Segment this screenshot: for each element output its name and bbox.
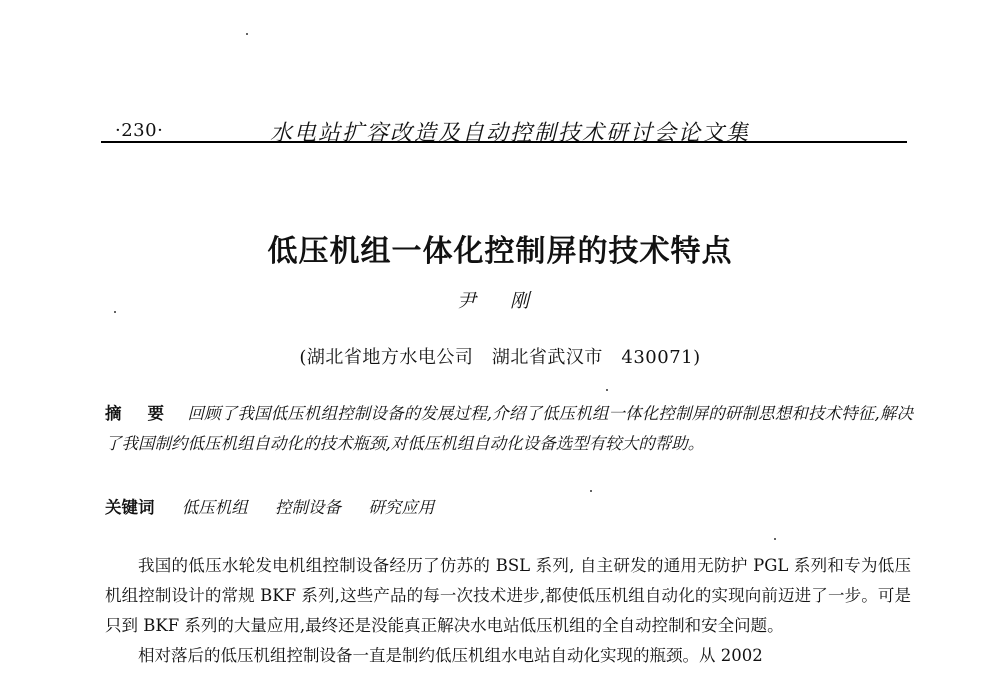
abstract	[105, 399, 913, 459]
abstract-text: 回顾了我国低压机组控制设备的发展过程,介绍了低压机组一体化控制屏的研制思想和技术特征,解决了我国制约低压机组自动化的技术瓶颈,对低压机组自动化设备选型有较大的帮助。	[105, 404, 913, 453]
author: 尹 刚	[456, 290, 544, 312]
body-text	[105, 551, 911, 671]
scan-speck	[774, 538, 776, 540]
body-paragraph: 我国的低压水轮发电机组控制设备经历了仿苏的 BSL 系列, 自主研发的通用无防护 PGL 系列和专为低压机组控制设计的常规 BKF 系列,这些产品的每一次技术进步,都使低压机组自动化的实现向前迈进了一步。可是只到 BKF 系列的大量应用,最终还是没能真正解决水电站低压机组的全自动控制和安全问题。	[105, 556, 911, 635]
keyword: 控制设备	[275, 498, 341, 517]
journal-title: 水电站扩容改造及自动控制技术研讨会论文集	[270, 121, 751, 146]
page-header	[103, 112, 905, 144]
abstract-label: 摘 要	[105, 404, 175, 423]
scan-speck	[114, 311, 116, 313]
body-paragraph: 相对落后的低压机组控制设备一直是制约低压机组水电站自动化实现的瓶颈。从 2002	[138, 646, 763, 665]
keyword: 研究应用	[368, 498, 435, 517]
keywords-label: 关键词	[105, 498, 155, 517]
scan-speck	[606, 389, 608, 391]
scan-speck	[590, 490, 592, 492]
keyword: 低压机组	[181, 498, 248, 517]
affiliation: (湖北省地方水电公司 湖北省武汉市 430071)	[299, 347, 701, 368]
scan-speck	[246, 33, 248, 35]
header-rule	[101, 141, 907, 143]
keywords	[105, 494, 913, 518]
paper-title: 低压机组一体化控制屏的技术特点	[267, 234, 733, 269]
page-number: ·230·	[115, 120, 164, 141]
